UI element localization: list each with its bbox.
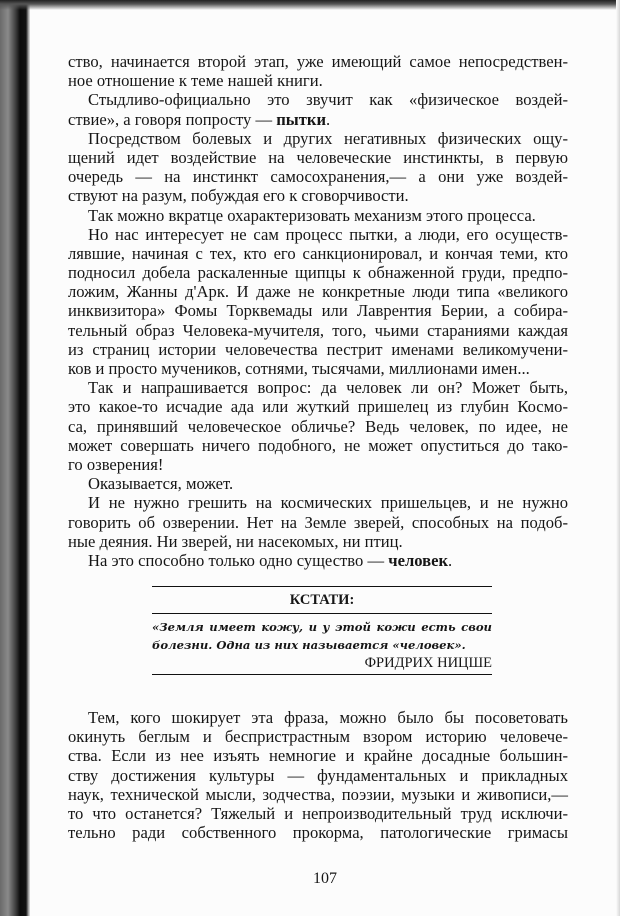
bold-term: пытки <box>276 109 327 129</box>
text-line: ству достижения культуры — фундаментальных и прикладных <box>68 765 568 785</box>
paragraph <box>68 52 568 90</box>
paragraph <box>68 708 568 842</box>
text-line: ложим, Жанны д'Арк. И даже не конкретные люди типа «великого <box>68 282 568 302</box>
text-line: наук, технической мысли, зодчества, поэзии, музыки и живописи,— <box>68 784 568 804</box>
scan-top-shadow <box>0 0 620 10</box>
text-line <box>68 110 568 129</box>
quote-line: болезни. Одна из них называется «человек». <box>152 638 466 652</box>
paragraph <box>68 493 568 551</box>
text-span: ствие», а говоря попросту — <box>68 109 277 129</box>
paragraph <box>68 90 568 128</box>
text-line: ство, начинается второй этап, уже имеющий самое непосредствен- <box>68 52 568 71</box>
box-quote <box>152 618 492 654</box>
text-line: Посредством болевых и других негативных физических ощу- <box>88 128 568 148</box>
text-line: ные деяния. Ни зверей, ни насекомых, ни птиц. <box>68 531 403 551</box>
text-line: подносил добела раскаленные щипцы к обнаженной груди, предпо- <box>68 263 568 283</box>
text-line: говорить об озверении. Нет на Земле зверей, способных на подоб- <box>68 512 568 532</box>
bold-term: человек <box>388 550 449 570</box>
text-line: ное отношение к теме нашей книги. <box>68 71 323 91</box>
quote-author: ФРИДРИХ НИЦШЕ <box>364 655 492 671</box>
text-line: ствуют на разум, побуждая его к сговорчивости. <box>68 186 409 206</box>
text-line: Так и напрашивается вопрос: да человек ли он? Может быть, <box>88 378 568 398</box>
text-span: . <box>326 109 331 129</box>
text-line: ков и просто мучеников, сотнями, тысячами, миллионами имен... <box>68 359 530 378</box>
text-span: На это способно только одно существо — <box>88 550 389 570</box>
text-line: лявшие, начиная с тех, кто его санкционировал, и кончая теми, кто <box>68 243 568 263</box>
text-line: это какое-то исчадие ада или жуткий пришелец из глубин Космо- <box>68 397 568 417</box>
paragraph <box>68 551 568 570</box>
text-line: Оказывается, может. <box>88 474 234 494</box>
text-line: инквизитора» Фомы Торквемады или Лаврентия Берии, а собира- <box>68 301 568 321</box>
text-line: Так можно вкратце охарактеризовать механизм этого процесса. <box>88 205 536 225</box>
text-line: ства. Если из нее изъять немногие и крайне досадные большин- <box>68 746 568 766</box>
text-line: Стыдливо-официально это звучит как «физическое воздей- <box>88 90 568 110</box>
box-bottom-rule <box>152 674 492 675</box>
text-line <box>68 551 568 570</box>
scan-binding-shadow <box>0 0 30 916</box>
text-line: са, принявший человеческое обличье? Ведь человек, по идее, не <box>68 416 568 436</box>
sidebar-box-kstati <box>152 586 492 675</box>
box-title-rule <box>152 613 492 614</box>
paragraph <box>68 474 568 493</box>
paragraph <box>68 206 568 225</box>
quote-line: «Земля имеет кожу, и у этой кожи есть свои <box>152 620 492 634</box>
text-line: очередь — на инстинкт самосохранения,— а они уже воздей- <box>68 167 568 187</box>
text-line: щений идет воздействие на человеческие инстинкты, в первую <box>68 147 568 167</box>
body-text-bottom <box>68 708 568 842</box>
body-text-top <box>68 52 568 570</box>
page-number: 107 <box>313 870 337 887</box>
text-line: то что останется? Тяжелый и непроизводительный труд исключи- <box>68 803 568 823</box>
text-line: И не нужно грешить на космических пришельцев, и не нужно <box>88 493 568 513</box>
paragraph <box>68 378 568 474</box>
text-line: Но нас интересует не сам процесс пытки, а люди, его осуществ- <box>88 224 568 244</box>
text-line: Тем, кого шокирует эта фраза, можно было бы посоветовать <box>88 708 568 727</box>
text-line: тельно ради собственного прокорма, патологические гримасы <box>68 823 568 843</box>
text-line: тельный образ Человека-мучителя, того, чьими стараниями каждая <box>68 320 568 340</box>
paragraph <box>68 225 568 379</box>
box-title: КСТАТИ: <box>289 592 355 608</box>
paragraph <box>68 129 568 206</box>
text-line: из страниц истории человечества пестрит именами великомучени- <box>68 339 568 359</box>
text-line: окинуть беглым и беспристрастным взором историю человече- <box>68 727 568 747</box>
text-line: может совершать ничего подобного, не может опуститься до тако- <box>68 435 568 455</box>
scan-right-edge <box>616 0 620 916</box>
text-line: го озверения! <box>68 454 164 474</box>
text-span: . <box>448 550 453 570</box>
